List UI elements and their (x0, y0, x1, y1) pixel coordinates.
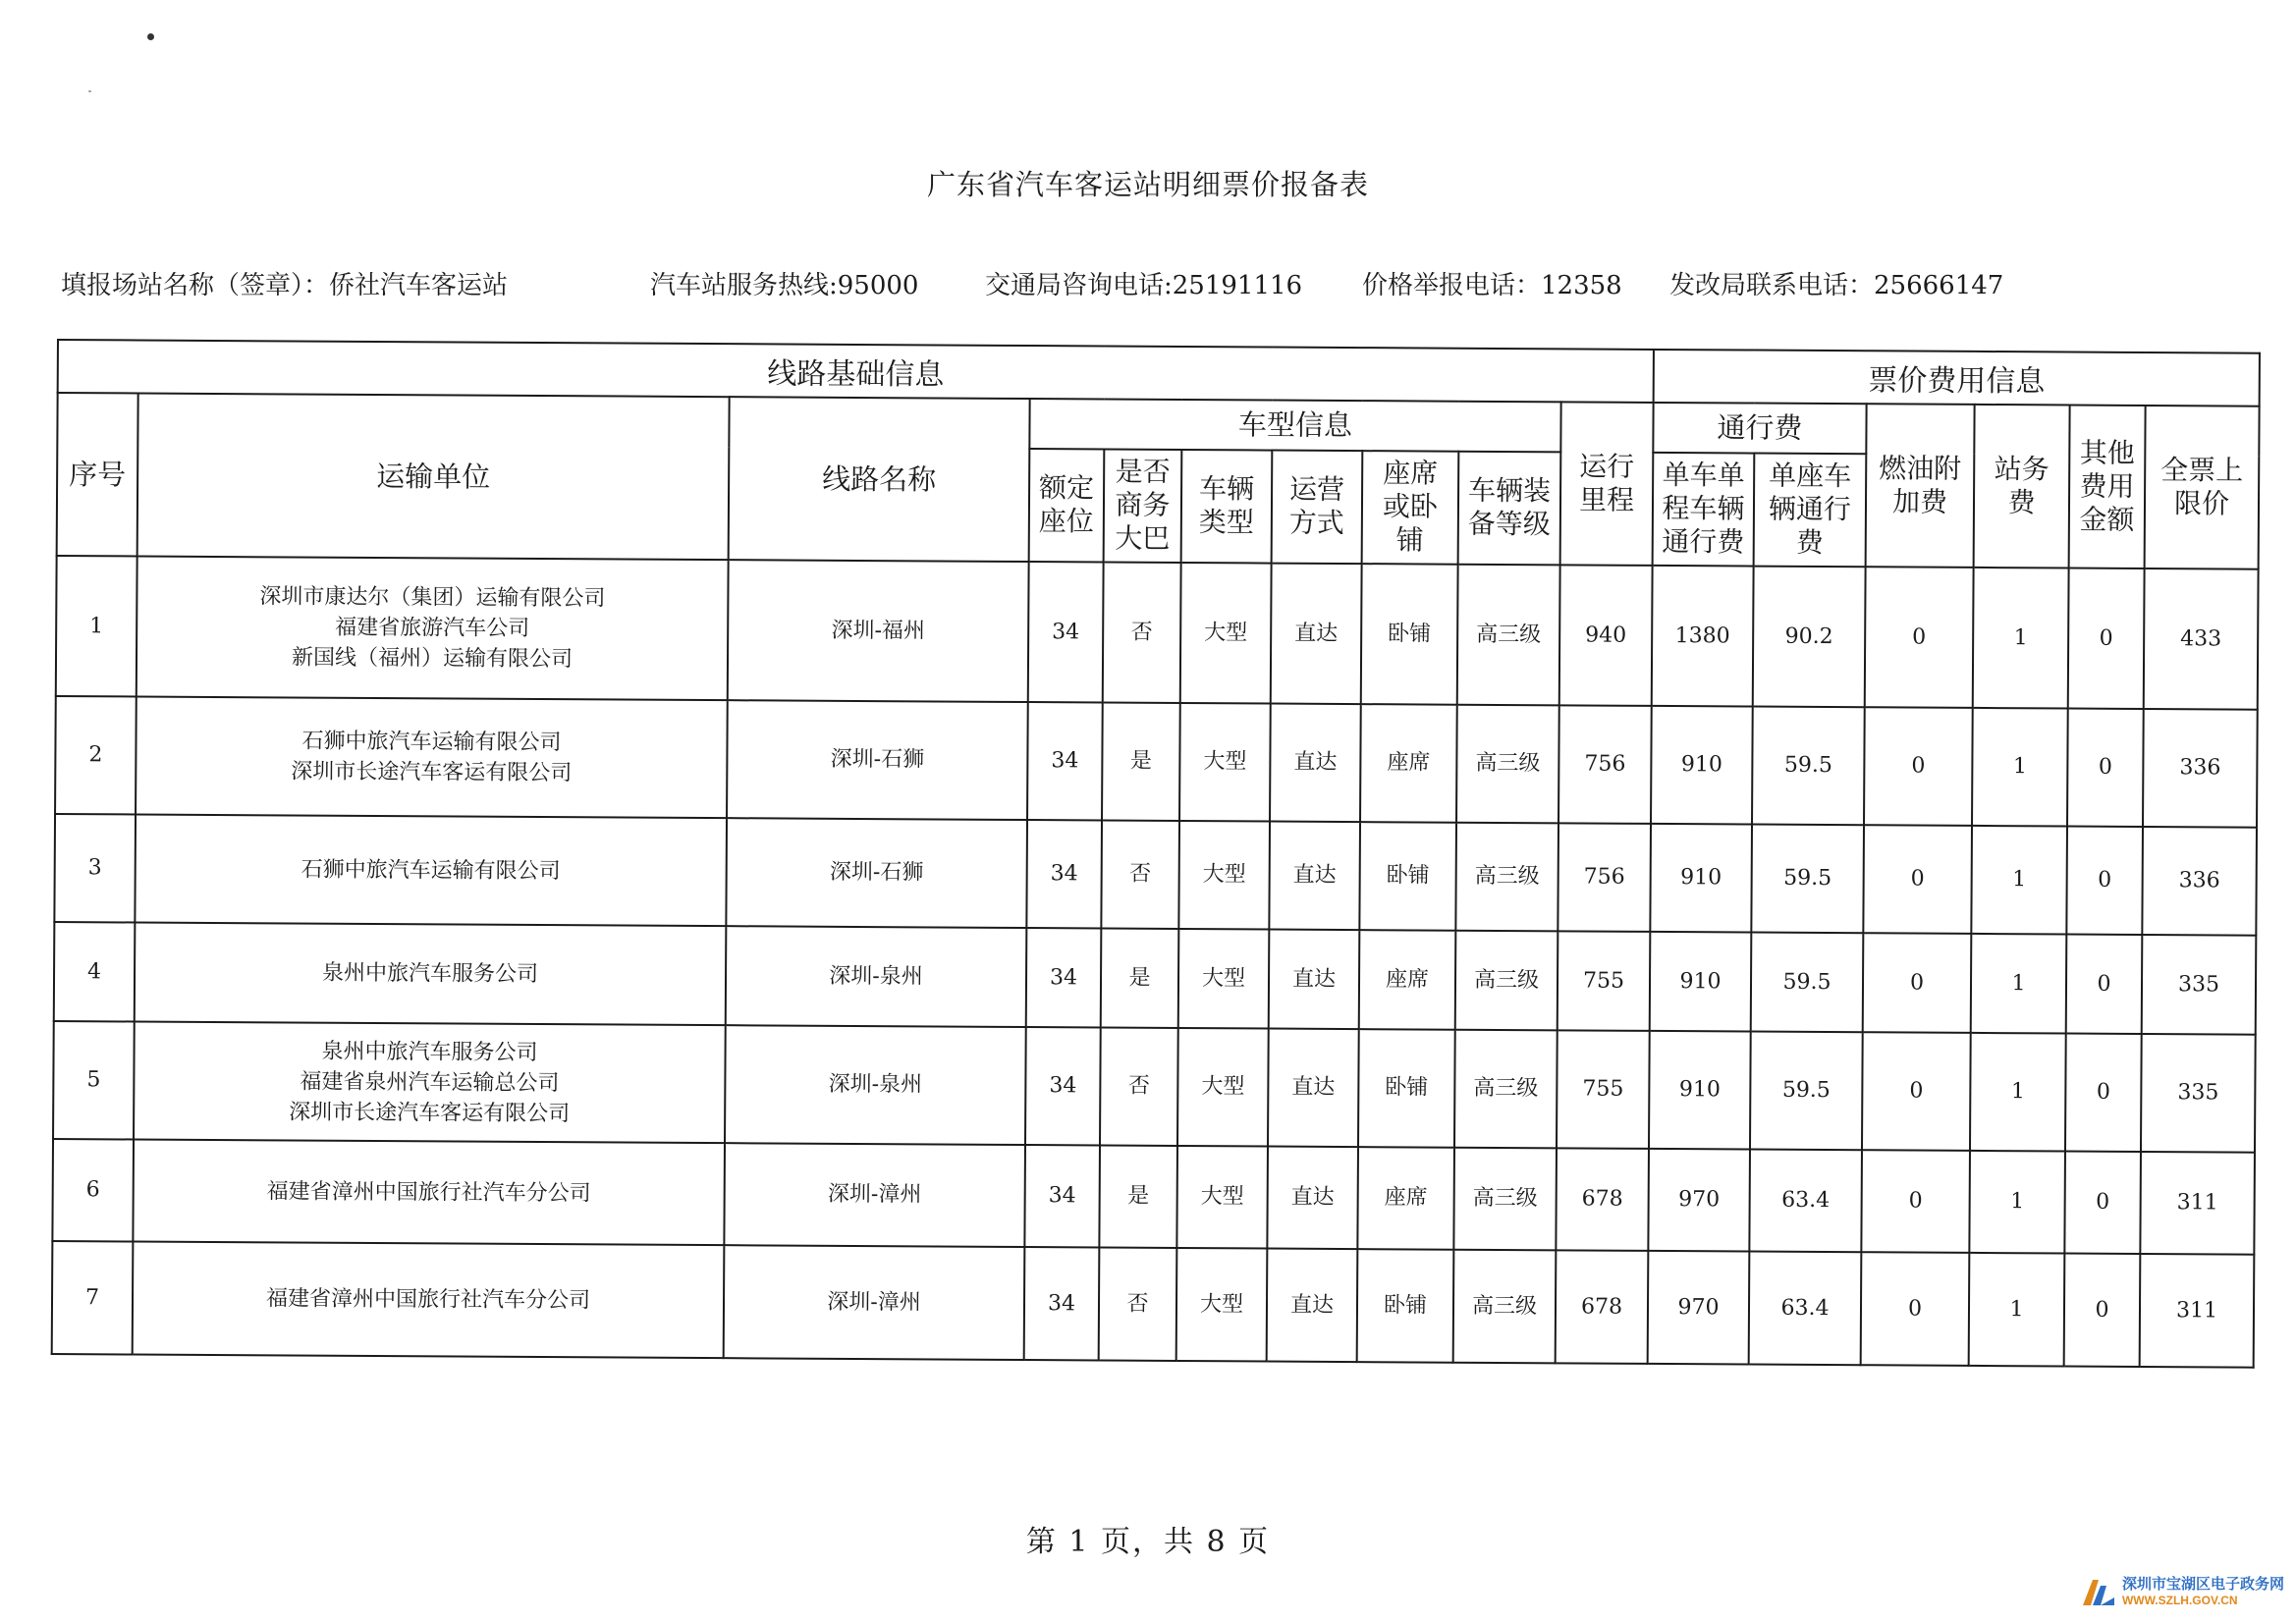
cell-mileage: 755 (1557, 1030, 1650, 1149)
watermark[interactable] (2079, 1576, 2284, 1609)
carrier-name: 泉州中旅汽车服务公司 (321, 1039, 538, 1065)
header-mileage-line: 运行 (1579, 450, 1635, 483)
header-business-line: 是否 (1115, 455, 1171, 489)
cell-seq: 7 (52, 1241, 134, 1354)
carrier-name: 福建省泉州汽车运输总公司 (300, 1069, 560, 1096)
cell-operation: 直达 (1269, 930, 1360, 1030)
cell-vehicle-type: 大型 (1180, 563, 1272, 704)
cell-toll-seat: 59.5 (1751, 933, 1864, 1033)
carrier-name: 深圳市长途汽车客运有限公司 (291, 759, 573, 786)
scan-speck (88, 90, 91, 92)
cell-grade: 高三级 (1455, 823, 1558, 932)
price-report-phone: 价格举报电话：12358 (1362, 271, 1622, 300)
table-row (53, 1021, 2256, 1153)
cell-berth: 卧铺 (1357, 1249, 1454, 1363)
cell-business: 是 (1102, 703, 1180, 821)
cell-fuel: 0 (1862, 1032, 1971, 1151)
header-berth-line: 铺 (1395, 523, 1424, 557)
ndrc-phone: 发改局联系电话：25666147 (1669, 271, 2004, 300)
watermark-url: WWW.SZLH.GOV.CN (2121, 1594, 2238, 1607)
cell-business: 是 (1101, 929, 1179, 1028)
cell-grade: 高三级 (1456, 705, 1559, 824)
cell-toll-seat: 59.5 (1752, 707, 1865, 826)
header-operation-line: 运营 (1288, 472, 1345, 507)
cell-operation: 直达 (1267, 1147, 1358, 1250)
cell-fuel: 0 (1865, 567, 1974, 708)
cell-other-fee: 0 (2064, 1152, 2141, 1254)
header-business-line: 商务 (1115, 488, 1171, 522)
cell-max-price: 311 (2140, 1152, 2255, 1255)
cell-seats: 34 (1026, 820, 1102, 928)
cell-seats: 34 (1024, 1145, 1100, 1247)
cell-route: 深圳-泉州 (726, 926, 1027, 1027)
header-mileage-line: 里程 (1578, 483, 1635, 516)
header-toll: 通行费 (1653, 403, 1866, 454)
cell-max-price: 311 (2140, 1254, 2255, 1368)
table-row (52, 1241, 2255, 1368)
cell-operation: 直达 (1269, 822, 1360, 931)
section-fare-info: 票价费用信息 (1654, 350, 2260, 406)
cell-station-fee: 1 (1971, 934, 2067, 1034)
cell-toll-seat: 59.5 (1751, 825, 1864, 934)
cell-other-fee: 0 (2066, 935, 2143, 1034)
carrier-name: 福建省漳州中国旅行社汽车分公司 (266, 1178, 591, 1206)
cell-grade: 高三级 (1453, 1250, 1557, 1364)
cell-toll-vehicle: 910 (1649, 1031, 1751, 1150)
header-mileage (1560, 402, 1654, 566)
table-row (54, 922, 2257, 1035)
cell-business: 否 (1099, 1248, 1177, 1361)
table-row (54, 814, 2257, 936)
cell-operation: 直达 (1267, 1249, 1358, 1363)
header-vehicle-info: 车型信息 (1029, 399, 1560, 452)
cell-seats: 34 (1027, 702, 1103, 820)
table-row (56, 556, 2259, 710)
header-carrier: 运输单位 (137, 394, 730, 561)
header-vehicle-type-line: 车辆 (1198, 472, 1255, 506)
cell-route: 深圳-泉州 (725, 1025, 1026, 1145)
cell-seq: 2 (55, 696, 137, 814)
header-toll-seat (1754, 453, 1867, 567)
cell-business: 否 (1100, 1028, 1178, 1146)
header-toll-vehicle-line: 单车单 (1662, 459, 1745, 492)
cell-toll-seat: 63.4 (1749, 1150, 1862, 1253)
cell-grade: 高三级 (1457, 565, 1560, 706)
cell-route: 深圳-石狮 (726, 818, 1027, 928)
header-toll-seat-line: 辆通行 (1768, 492, 1852, 526)
cell-carrier (135, 814, 727, 926)
cell-carrier (136, 697, 728, 819)
cell-berth: 卧铺 (1359, 822, 1456, 931)
header-other-fee (2069, 406, 2146, 568)
cell-carrier (134, 1021, 726, 1143)
cell-berth: 座席 (1357, 1147, 1454, 1250)
header-vehicle-type-line: 类型 (1198, 506, 1254, 539)
cell-toll-vehicle: 970 (1648, 1251, 1750, 1365)
header-max-price-line: 全票上 (2160, 454, 2244, 487)
cell-vehicle-type: 大型 (1176, 1248, 1268, 1362)
header-fuel-line: 燃油附 (1879, 452, 1962, 485)
cell-seats: 34 (1028, 562, 1104, 702)
header-toll-vehicle (1653, 453, 1755, 567)
watermark-text (2122, 1577, 2284, 1608)
cell-toll-seat: 90.2 (1753, 567, 1866, 708)
scan-speck (147, 33, 154, 40)
header-vehicle-type (1181, 450, 1273, 564)
header-fuel-line: 加费 (1891, 485, 1948, 518)
cell-mileage: 756 (1558, 705, 1652, 824)
cell-berth: 卧铺 (1358, 1029, 1455, 1148)
cell-seq: 3 (54, 814, 136, 922)
watermark-name: 深圳市宝湖区电子政务网 (2121, 1576, 2284, 1593)
cell-other-fee: 0 (2067, 709, 2144, 827)
header-station-fee-line: 费 (2007, 486, 2036, 519)
cell-max-price: 335 (2141, 1034, 2256, 1153)
header-station-fee-line: 站务 (1994, 453, 2050, 486)
cell-business: 是 (1099, 1146, 1177, 1248)
cell-berth: 座席 (1359, 930, 1456, 1030)
cell-operation: 直达 (1271, 564, 1362, 705)
cell-max-price: 336 (2142, 827, 2257, 936)
cell-other-fee: 0 (2064, 1254, 2141, 1367)
cell-toll-seat: 59.5 (1750, 1032, 1863, 1151)
cell-carrier (133, 1139, 725, 1245)
header-operation (1272, 450, 1363, 564)
cell-max-price: 335 (2142, 935, 2257, 1035)
cell-vehicle-type: 大型 (1179, 703, 1271, 822)
cell-route: 深圳-漳州 (724, 1245, 1025, 1360)
cell-seq: 1 (56, 556, 137, 696)
cell-seats: 34 (1026, 928, 1102, 1027)
cell-vehicle-type: 大型 (1177, 1028, 1269, 1147)
cell-toll-vehicle: 1380 (1652, 566, 1754, 707)
cell-station-fee: 1 (1972, 708, 2068, 827)
station-hotline: 汽车站服务热线:95000 (650, 271, 919, 300)
cell-route: 深圳-石狮 (727, 700, 1028, 820)
cell-seats: 34 (1025, 1027, 1101, 1145)
table-row (52, 1139, 2255, 1255)
carrier-name: 深圳市长途汽车客运有限公司 (289, 1099, 571, 1126)
cell-route: 深圳-福州 (728, 560, 1029, 702)
cell-station-fee: 1 (1970, 1033, 2066, 1152)
header-route: 线路名称 (729, 397, 1030, 562)
header-other-fee-line: 金额 (2079, 503, 2135, 536)
header-berth-line: 或卧 (1382, 490, 1439, 523)
cell-grade: 高三级 (1455, 931, 1558, 1031)
cell-business: 否 (1101, 821, 1179, 929)
header-fuel (1866, 404, 1975, 568)
cell-business: 否 (1103, 563, 1181, 703)
transport-bureau-phone: 交通局咨询电话:25191116 (985, 271, 1303, 300)
cell-station-fee: 1 (1969, 1151, 2065, 1254)
cell-operation: 直达 (1268, 1029, 1359, 1148)
header-seats-line: 座位 (1038, 505, 1094, 538)
cell-toll-vehicle: 910 (1650, 932, 1752, 1032)
header-business-line: 大巴 (1115, 521, 1171, 556)
cell-grade: 高三级 (1453, 1148, 1557, 1251)
cell-station-fee: 1 (1973, 568, 2069, 709)
cell-seq: 5 (53, 1021, 135, 1139)
header-operation-line: 方式 (1288, 506, 1344, 540)
header-toll-vehicle-line: 程车辆 (1662, 492, 1745, 525)
carrier-name: 新国线（福州）运输有限公司 (291, 645, 574, 673)
cell-toll-vehicle: 970 (1648, 1149, 1750, 1252)
cell-route: 深圳-漳州 (724, 1143, 1025, 1247)
section-route-info: 线路基础信息 (58, 340, 1654, 403)
header-grade-line: 车辆装 (1467, 474, 1552, 508)
header-grade (1458, 451, 1561, 565)
header-toll-vehicle-line: 通行费 (1662, 525, 1745, 559)
cell-operation: 直达 (1270, 704, 1361, 823)
header-max-price-line: 限价 (2173, 487, 2230, 520)
cell-station-fee: 1 (1969, 1253, 2065, 1367)
cell-other-fee: 0 (2065, 1034, 2142, 1152)
cell-fuel: 0 (1861, 1150, 1970, 1253)
page-number: 第 1 页，共 8 页 (1025, 1525, 1271, 1559)
table-row (55, 696, 2258, 828)
cell-grade: 高三级 (1454, 1030, 1558, 1149)
cell-other-fee: 0 (2068, 568, 2145, 709)
cell-mileage: 755 (1558, 931, 1651, 1031)
station-name: 填报场站名称（签章）：侨社汽车客运站 (61, 271, 509, 300)
document-title: 广东省汽车客运站明细票价报备表 (926, 168, 1369, 201)
cell-fuel: 0 (1863, 825, 1972, 934)
cell-vehicle-type: 大型 (1178, 821, 1270, 930)
carrier-name: 泉州中旅汽车服务公司 (321, 960, 539, 988)
carrier-name: 石狮中旅汽车运输有限公司 (301, 729, 562, 756)
cell-carrier (137, 557, 729, 701)
fare-table (51, 339, 2261, 1369)
carrier-name: 福建省旅游汽车公司 (335, 615, 530, 641)
cell-vehicle-type: 大型 (1178, 929, 1270, 1029)
cell-toll-seat: 63.4 (1749, 1252, 1862, 1366)
header-berth (1362, 451, 1459, 565)
cell-station-fee: 1 (1971, 826, 2067, 935)
carrier-name: 福建省漳州中国旅行社汽车分公司 (265, 1286, 591, 1314)
cell-fuel: 0 (1864, 707, 1973, 826)
cell-berth: 卧铺 (1361, 564, 1458, 705)
cell-mileage: 678 (1556, 1250, 1649, 1364)
cell-carrier (135, 922, 727, 1025)
cell-mileage: 756 (1558, 823, 1651, 932)
header-seq: 序号 (57, 393, 138, 556)
cell-max-price: 433 (2144, 568, 2259, 710)
cell-fuel: 0 (1863, 933, 1972, 1033)
header-seats (1029, 449, 1105, 563)
carrier-name: 石狮中旅汽车运输有限公司 (301, 857, 561, 884)
cell-fuel: 0 (1861, 1252, 1970, 1366)
cell-seq: 6 (52, 1139, 134, 1241)
cell-seq: 4 (54, 922, 136, 1021)
header-business (1104, 449, 1182, 563)
header-seats-line: 额定 (1038, 471, 1095, 505)
header-other-fee-line: 费用 (2079, 469, 2135, 503)
header-max-price (2145, 406, 2260, 569)
header-toll-seat-line: 费 (1795, 526, 1824, 560)
header-toll-seat-line: 单座车 (1769, 459, 1852, 493)
header-berth-line: 座席 (1383, 457, 1439, 490)
cell-mileage: 678 (1556, 1148, 1649, 1251)
cell-vehicle-type: 大型 (1176, 1146, 1268, 1249)
cell-carrier (133, 1241, 725, 1358)
cell-seats: 34 (1024, 1247, 1100, 1360)
header-station-fee (1974, 405, 2070, 568)
cell-max-price: 336 (2143, 709, 2258, 828)
cell-toll-vehicle: 910 (1650, 824, 1752, 933)
carrier-name: 深圳市康达尔（集团）运输有限公司 (259, 584, 606, 612)
cell-toll-vehicle: 910 (1651, 706, 1753, 825)
gov-portal-logo-icon (2079, 1576, 2118, 1609)
cell-mileage: 940 (1559, 565, 1653, 706)
cell-berth: 座席 (1360, 704, 1457, 823)
cell-other-fee: 0 (2066, 827, 2143, 935)
header-other-fee-line: 其他 (2079, 436, 2135, 469)
header-grade-line: 备等级 (1467, 508, 1551, 541)
